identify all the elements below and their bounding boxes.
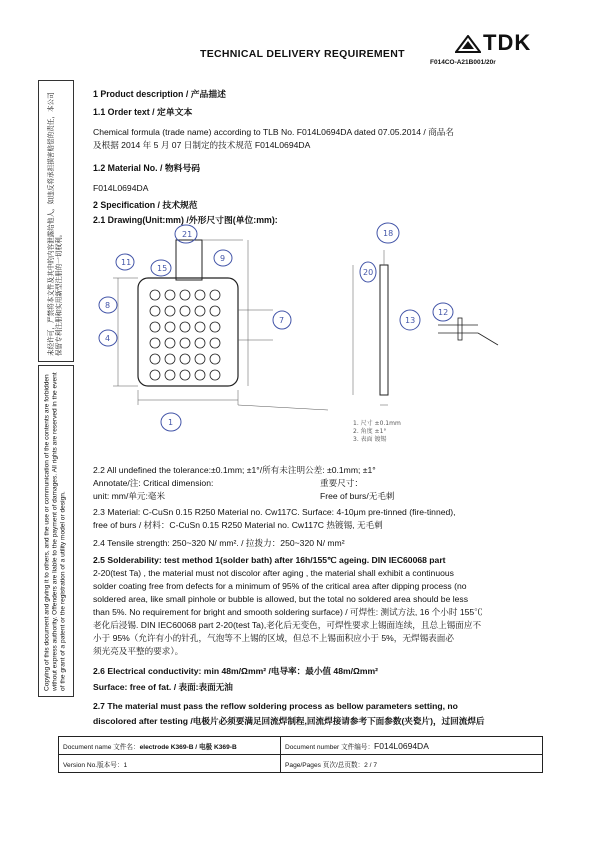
critical-dimension-label: 重要尺寸： <box>320 478 363 488</box>
section-2-heading: 2 Specification / 技术规范 <box>93 200 198 210</box>
tensile-strength: 2.4 Tensile strength: 250~320 N/ mm². / 拉拨力：250~320 N/ mm² <box>93 538 345 548</box>
solderability-line-4: soldered area, like small pinhole or bubble is allowed, but the total no soldered area should be less <box>93 594 469 604</box>
document-footer-table <box>58 736 543 773</box>
free-of-burs-label: Free of burs/无毛刺 <box>320 491 395 501</box>
annotation-12: 12 <box>438 308 449 317</box>
callout-2: 2. 角度 ±1° <box>353 428 387 435</box>
solderability-line-8: 须光亮及平整的要求）。 <box>93 646 184 656</box>
solderability-line-7: 小于 95%（允许有小的针孔，气泡等不上锡的区域，但总不上锡面积应小于 5%，无焊锡表面必 <box>93 633 454 643</box>
annotation-11: 11 <box>121 258 132 267</box>
annotation-21: 21 <box>182 230 193 239</box>
annotation-15: 15 <box>157 264 168 273</box>
reflow-line-2: discolored after testing /电极片必须要满足回流焊制程,回流焊接请参考下面参数(夹瓷片)，过回流焊后 <box>93 716 485 726</box>
doc-name-cell <box>59 737 281 755</box>
conductivity: 2.6 Electrical conductivity: min 48m/Ωmm² /电导率：最小值 48m/Ωmm² <box>93 666 379 676</box>
annotate-label: Annotate/注: Critical dimension: <box>93 478 214 488</box>
tdk-logo-text: TDK <box>483 30 532 55</box>
order-text-line-2: 及根据 2014 年 5 月 07 日制定的技术规范 F014L0694DA <box>93 140 311 150</box>
section-1-2-heading: 1.2 Material No. / 物料号码 <box>93 163 201 173</box>
annotation-18: 18 <box>383 229 394 238</box>
unit-label: unit: mm/单元:毫米 <box>93 491 166 501</box>
technical-drawing <box>98 220 538 460</box>
callout-3: 3. 表面 镀锡 <box>353 436 387 443</box>
solderability-line-1: 2.5 Solderability: test method 1(solder bath) after 16h/155℃ ageing. DIN IEC60068 part <box>93 555 446 565</box>
tdk-logo <box>455 30 531 56</box>
pages-value: 2 / 7 <box>364 761 377 769</box>
version-label: Version No.版本号： <box>63 761 124 769</box>
doc-number-value: F014L0694DA <box>374 740 429 751</box>
side-notice-english: Copying of this document and giving it to others, and the use or communication of the contents are forbidden without express authority. Offenders are liable to the payment of damages. All rights are reserved in the event of the grant of a patent or the registration of a utility model or design. <box>43 372 68 691</box>
doc-name-value: electrode K369-B / 电极 K369-B <box>139 743 237 751</box>
callout-1: 1. 尺寸 ±0.1mm <box>353 420 401 427</box>
tolerance-line: 2.2 All undefined the tolerance:±0.1mm; ±1°/所有未注明公差: ±0.1mm; ±1° <box>93 465 376 475</box>
annotation-4: 4 <box>105 334 111 343</box>
electrode-detail-view <box>438 318 498 345</box>
version-value: 1 <box>123 761 128 769</box>
material-line-1: 2.3 Material: C-CuSn 0.15 R250 Material no. Cw117C. Surface: 4-10μm pre-tinned (fire-tinned), <box>93 507 456 517</box>
section-2-1-heading: 2.1 Drawing(Unit:mm) /外形尺寸图(单位:mm): <box>93 215 278 225</box>
doc-number-cell <box>281 737 543 755</box>
material-line-2: free of burs / 材料：C-CuSn 0.15 R250 Material no. Cw117C 热镀锡, 无毛刺 <box>93 520 383 530</box>
surface-note: Surface: free of fat. / 表面:表面无油 <box>93 682 233 692</box>
tdk-logo-icon <box>455 35 481 53</box>
doc-name-label: Document name 文件名： <box>63 743 140 751</box>
side-notice-english-box <box>38 365 74 697</box>
material-number: F014L0694DA <box>93 183 149 193</box>
pages-cell <box>281 755 543 773</box>
doc-number-label: Document number 文件编号： <box>285 743 375 751</box>
side-notice-chinese: 未经许可，严禁将本文件及其中的内容泄露给他人，如违反将承担损害赔偿的责任，本公司保留专利注册和实用新型注册的一切权利。 <box>47 92 63 356</box>
annotation-1: 1 <box>168 418 174 427</box>
annotation-9: 9 <box>220 254 226 263</box>
annotation-13: 13 <box>405 316 416 325</box>
pages-label: Page/Pages 页次/总页数： <box>285 761 365 769</box>
solderability-line-5: than 5%. No requirement for bright and smooth soldering surface) / 可焊性: 测试方法, 16 个小时 155℃ <box>93 607 483 617</box>
reflow-line-1: 2.7 The material must pass the reflow soldering process as bellow parameters setting, no <box>93 701 458 711</box>
document-title: TECHNICAL DELIVERY REQUIREMENT <box>200 48 405 60</box>
solderability-line-2: 2-20(test Ta) , the material must not discolor after aging , the material shall exhibit a continuous <box>93 568 454 578</box>
annotation-20: 20 <box>363 268 374 277</box>
order-text-line-1: Chemical formula (trade name) according to TLB No. F014L0694DA dated 07.05.2014 / 商品名 <box>93 127 454 137</box>
version-cell <box>59 755 281 773</box>
side-notice-chinese-box <box>38 80 74 362</box>
annotation-8: 8 <box>105 301 111 310</box>
solderability-line-6: 老化后浸锡. DIN IEC60068 part 2-20(test Ta),老化后无变色，可焊性要求上锡面连续，且总上锡面应不 <box>93 620 482 630</box>
solderability-line-3: solder coating free from defects for a minimum of 95% of the critical area after dipping process (no <box>93 581 467 591</box>
section-1-1-heading: 1.1 Order text / 定单文本 <box>93 107 193 117</box>
section-1-heading: 1 Product description / 产品描述 <box>93 89 226 99</box>
annotation-7: 7 <box>279 316 285 325</box>
document-code: F014CO-A21B001/20r <box>430 59 496 66</box>
